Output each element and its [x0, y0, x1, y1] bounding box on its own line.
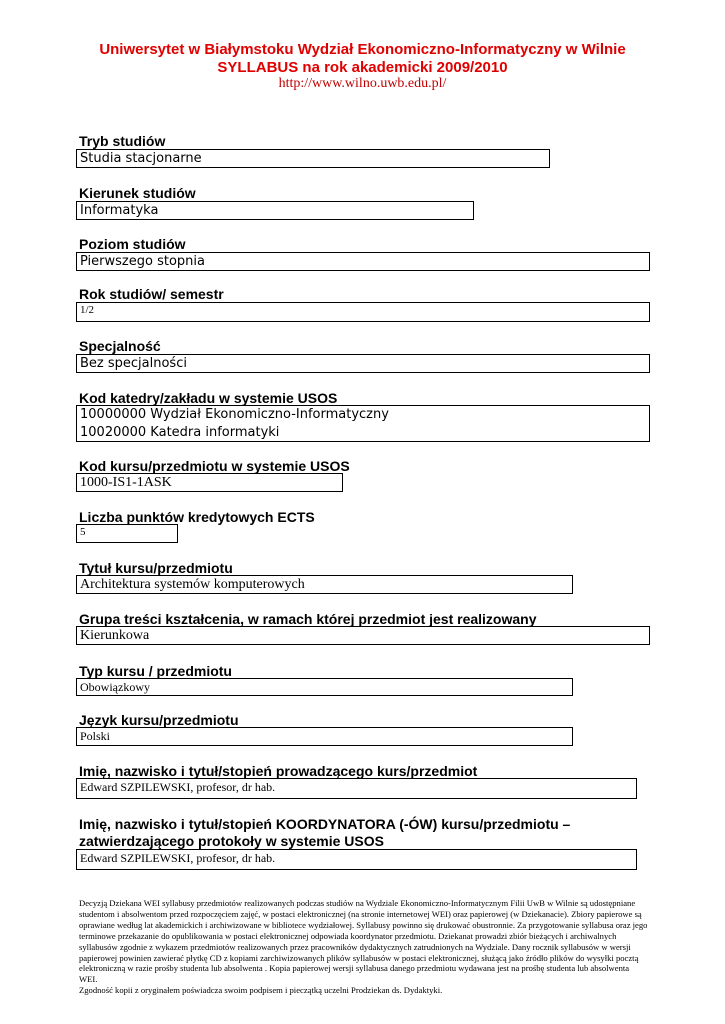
header-url-link[interactable]: http://www.wilno.uwb.edu.pl/: [278, 76, 447, 91]
katedra-label: Kod katedry/zakładu w systemie USOS: [79, 390, 338, 406]
typ-value-box: Obowiązkowy: [76, 678, 573, 696]
footer-line: papierowej powinien zawierać płytkę CD z kopiami zarchiwizowanych plików syllabusów w postaci elektronicznej, służącą jako źródło plików do wysyłki pocztą: [79, 952, 639, 963]
poziom-label: Poziom studiów: [79, 236, 186, 252]
document-header: [0, 41, 725, 77]
ects-value-box: 5: [76, 524, 178, 543]
tytul-label: Tytuł kursu/przedmiotu: [79, 560, 233, 576]
header-title-line-1: Uniwersytet w Białymstoku Wydział Ekonomiczno-Informatyczny w Wilnie: [99, 41, 626, 58]
prowadzacy-label: Imię, nazwisko i tytuł/stopień prowadzącego kurs/przedmiot: [79, 763, 478, 779]
tytul-value-box: Architektura systemów komputerowych: [76, 575, 573, 594]
footer-note: [79, 898, 649, 996]
grupa-value-box: Kierunkowa: [76, 626, 650, 645]
prowadzacy-value-box: Edward SZPILEWSKI, profesor, dr hab.: [76, 778, 637, 799]
footer-line: Zgodność kopii z oryginałem poświadcza swoim podpisem i pieczątką uczelni Prodziekan ds. Dydaktyki.: [79, 985, 443, 996]
tryb-value-box: Studia stacjonarne: [76, 149, 550, 168]
kod-kursu-label: Kod kursu/przedmiotu w systemie USOS: [79, 458, 350, 474]
footer-line: syllabusów zgodnie z wykazem przedmiotów realizowanych przez pracowników dydaktycznych zatrudnionych na Wydziale. Dany rocznik syllabusów w wersji: [79, 941, 631, 952]
katedra-value-box: [76, 405, 650, 442]
koordynator-label-line-2: zatwierdzającego protokoły w systemie USOS: [79, 833, 384, 849]
rok-label: Rok studiów/ semestr: [79, 286, 224, 302]
koordynator-label-line-1: Imię, nazwisko i tytuł/stopień KOORDYNATORA (-ÓW) kursu/przedmiotu –: [79, 816, 571, 832]
footer-line: Decyzją Dziekana WEI syllabusy przedmiotów realizowanych podczas studiów na Wydziale Ekonomiczno-Informatycznym Filii UwB w Wilnie są udostępniane: [79, 898, 636, 908]
grupa-label: Grupa treści kształcenia, w ramach której przedmiot jest realizowany: [79, 611, 537, 627]
typ-label: Typ kursu / przedmiotu: [79, 663, 232, 679]
kierunek-value-box: Informatyka: [76, 201, 474, 220]
tryb-label: Tryb studiów: [79, 133, 166, 149]
header-title-line-2: SYLLABUS na rok akademicki 2009/2010: [217, 59, 508, 76]
kod-kursu-value-box: 1000-IS1-1ASK: [76, 473, 343, 492]
rok-value-box: 1/2: [76, 302, 650, 322]
specjalnosc-value-box: Bez specjalności: [76, 354, 650, 373]
koordynator-value-box: Edward SZPILEWSKI, profesor, dr hab.: [76, 849, 637, 870]
footer-line: studentom i absolwentom przed rozpoczęciem zajęć, w postaci elektronicznej (na stronie internetowej WEI) oraz papierowej (w Dziekanacie). Zbiory papierowe są: [79, 908, 642, 919]
katedra-line-1: 10000000 Wydział Ekonomiczno-Informatyczny: [80, 407, 389, 422]
footer-line: oprawiane według lat akademickich i archiwizowane w bibliotece wydziałowej. Syllabusy powinno się drukować obustronnie. Za przygotowanie syllabusa oraz jego: [79, 919, 648, 930]
footer-line: elektroniczną w razie prośby studenta lub absolwenta . Kopia papierowej wersji syllabusa danego przedmiotu wydawana jest na prośbę studenta lub absolwenta WEI.: [79, 963, 630, 985]
kierunek-label: Kierunek studiów: [79, 185, 196, 201]
specjalnosc-label: Specjalność: [79, 338, 161, 354]
ects-label: Liczba punktów kredytowych ECTS: [79, 509, 315, 525]
katedra-line-2: 10020000 Katedra informatyki: [80, 425, 280, 440]
jezyk-value-box: Polski: [76, 727, 573, 746]
footer-line: terminowe przekazanie do opublikowania w postaci elektronicznej odpowiada koordynator przedmiotu. Dziekanat prowadzi zbiór bieżących i archiwalnych: [79, 930, 617, 941]
jezyk-label: Język kursu/przedmiotu: [79, 712, 239, 728]
poziom-value-box: Pierwszego stopnia: [76, 252, 650, 271]
